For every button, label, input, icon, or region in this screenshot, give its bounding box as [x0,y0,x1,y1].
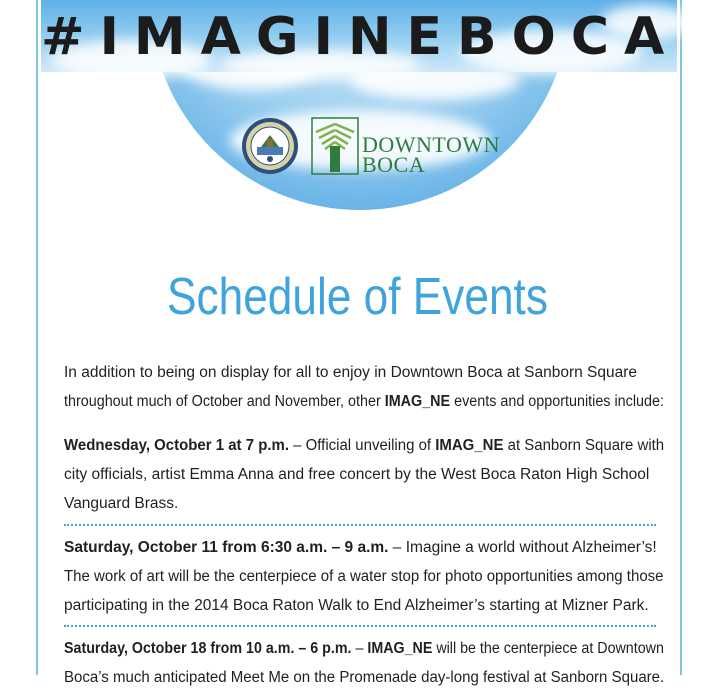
event-2-text: – Imagine a world without Alzheimer’s! [388,539,657,556]
intro-line-2-end: events and opportunities include: [450,393,664,410]
event-2-line-1 [64,533,664,562]
intro-paragraph [64,358,664,416]
event-1-text-end: at Sanborn Square with [503,437,665,454]
event-1-date: Wednesday, October 1 at 7 p.m. [64,437,289,454]
dotted-divider [64,524,656,526]
banner-title: #IMAGINEBOCA [41,7,680,67]
event-3 [64,634,664,692]
event-1 [64,431,664,518]
event-1-line-2: city officials, artist Emma Anna and free concert by the West Boca Raton High School [64,466,650,483]
page-heading: Schedule of Events [167,268,548,326]
event-1-text: – Official unveiling of [288,437,436,454]
intro-line-1: In addition to being on display for all to enjoy in Downtown Boca at Sanborn Square [64,364,638,381]
intro-line-2-text: throughout much of October and November, other [64,393,385,410]
downtown-logo-word1: DOWNTOWN [362,132,501,157]
event-3-line-2: Boca’s much anticipated Meet Me on the Promenade day-long festival at Sanborn Square. [64,669,665,686]
event-3-imagine: IMAG_NE [367,640,433,657]
downtown-logo-word2: BOCA [362,152,426,177]
event-3-text-end: will be the centerpiece at Downtown [432,640,664,657]
downtown-boca-logo-icon [310,116,360,176]
event-3-date: Saturday, October 18 from 10 a.m. – 6 p.m. [64,640,352,657]
frame-right-border [680,0,682,675]
event-2 [64,533,664,620]
sky-banner [41,0,680,72]
event-2-line-2: The work of art will be the centerpiece of a water stop for photo opportunities among those [64,568,664,585]
frame-left-border [36,0,38,675]
event-3-line-1 [64,634,664,663]
event-1-line-3: Vanguard Brass. [64,495,179,512]
imagine-bold-text: IMAG_NE [384,393,451,410]
event-1-imagine: IMAG_NE [435,437,504,454]
city-seal-icon [241,117,299,175]
dotted-divider [64,625,656,627]
event-2-date: Saturday, October 11 from 6:30 a.m. – 9 a.m. [64,539,389,556]
event-2-line-3: participating in the 2014 Boca Raton Walk to End Alzheimer’s starting at Mizner Park. [64,597,649,614]
event-1-line-1 [64,431,665,460]
event-3-text: – [351,640,368,657]
intro-line-2 [64,387,664,416]
